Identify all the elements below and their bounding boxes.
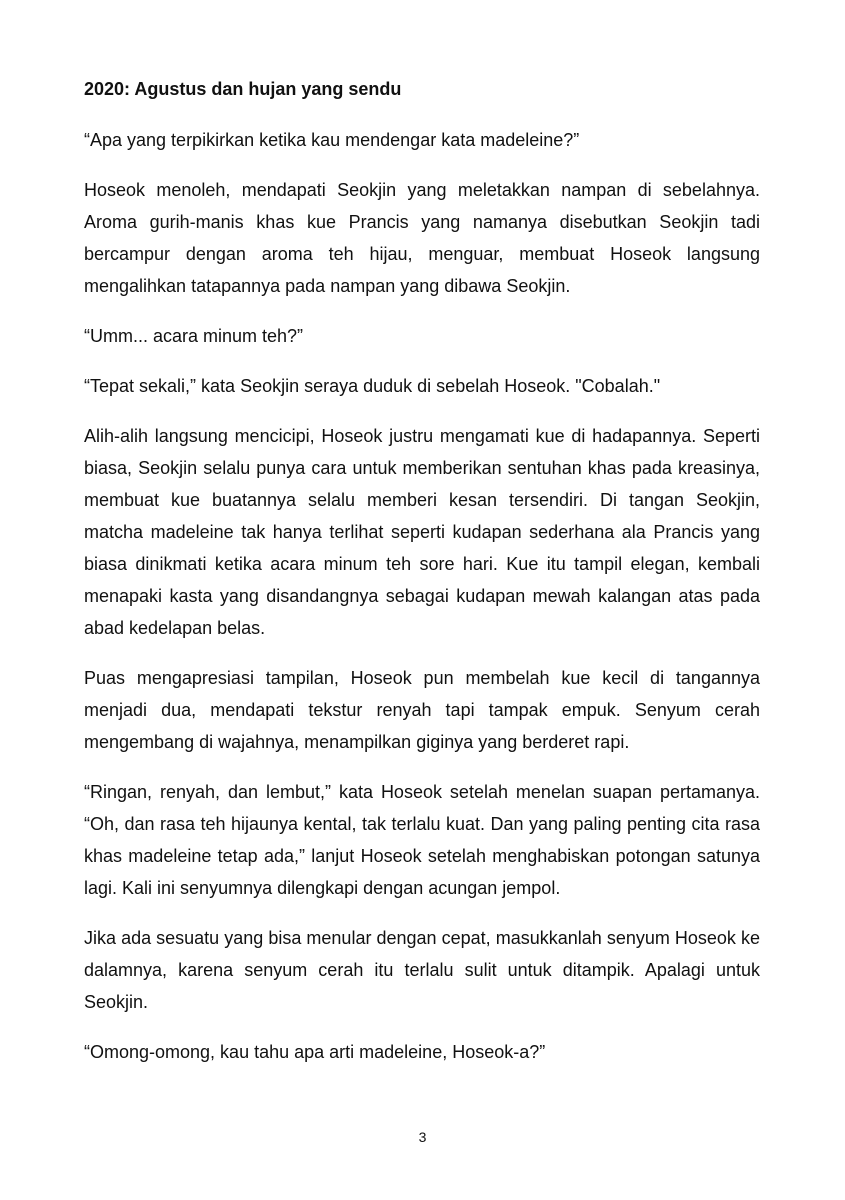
page-content [84, 74, 760, 1086]
page-number: 3 [418, 1129, 427, 1145]
paragraph-6: Puas mengapresiasi tampilan, Hoseok pun membelah kue kecil di tangannya menjadi dua, mendapati tekstur renyah tapi tampak empuk. Senyum cerah mengembang di wajahnya, menampilkan giginya yang berderet rapi. [84, 668, 760, 752]
chapter-heading: 2020: Agustus dan hujan yang sendu [84, 79, 402, 99]
paragraph-2: Hoseok menoleh, mendapati Seokjin yang meletakkan nampan di sebelahnya. Aroma gurih-manis khas kue Prancis yang namanya disebutkan Seokjin tadi bercampur dengan aroma teh hijau, menguar, membuat Hoseok langsung mengalihkan tatapannya pada nampan yang dibawa Seokjin. [84, 180, 760, 296]
paragraph-7: “Ringan, renyah, dan lembut,” kata Hoseok setelah menelan suapan pertamanya. “Oh, dan rasa teh hijaunya kental, tak terlalu kuat. Dan yang paling penting cita rasa khas madeleine tetap ada,” lanjut Hoseok setelah menghabiskan potongan satunya lagi. Kali ini senyumnya dilengkapi dengan acungan jempol. [84, 782, 760, 898]
paragraph-5: Alih-alih langsung mencicipi, Hoseok justru mengamati kue di hadapannya. Seperti biasa, Seokjin selalu punya cara untuk memberikan sentuhan khas pada kreasinya, membuat kue buatannya selalu memberi kesan tersendiri. Di tangan Seokjin, matcha madeleine tak hanya terlihat seperti kudapan sederhana ala Prancis yang biasa dinikmati ketika acara minum teh sore hari. Kue itu tampil elegan, kembali menapaki kasta yang disandangnya sebagai kudapan mewah kalangan atas pada abad kedelapan belas. [84, 426, 760, 638]
paragraph-9: “Omong-omong, kau tahu apa arti madeleine, Hoseok-a?” [84, 1042, 546, 1062]
paragraph-3: “Umm... acara minum teh?” [84, 326, 304, 346]
paragraph-1: “Apa yang terpikirkan ketika kau mendengar kata madeleine?” [84, 130, 580, 150]
paragraph-8: Jika ada sesuatu yang bisa menular dengan cepat, masukkanlah senyum Hoseok ke dalamnya, karena senyum cerah itu terlalu sulit untuk ditampik. Apalagi untuk Seokjin. [84, 928, 760, 1012]
paragraph-4: “Tepat sekali,” kata Seokjin seraya duduk di sebelah Hoseok. "Cobalah." [84, 376, 661, 396]
